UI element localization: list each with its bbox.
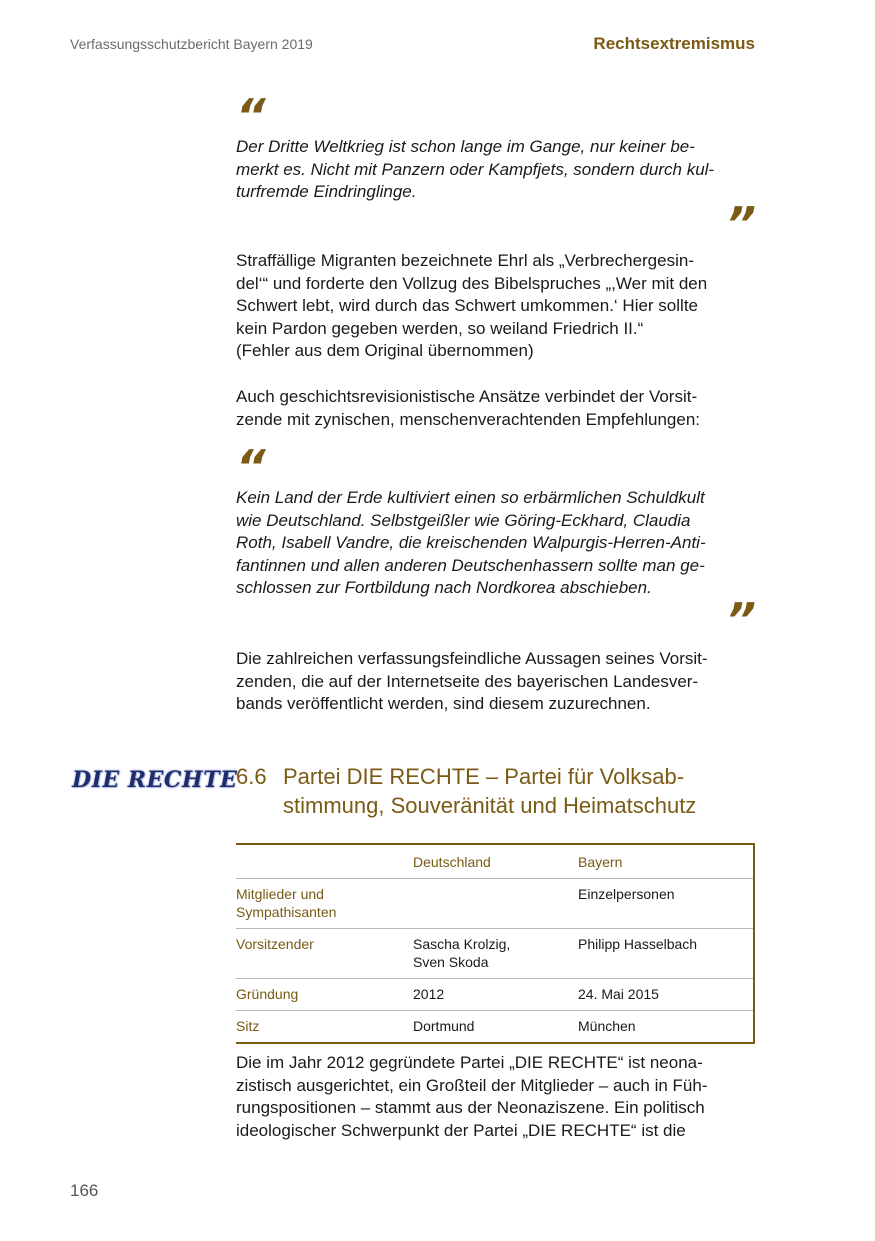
cell-bayern: Einzelpersonen — [578, 879, 754, 929]
quote-2-line: Roth, Isabell Vandre, die kreischenden Walpurgis-Herren-Anti- — [236, 533, 706, 552]
paragraph-4 — [236, 1052, 756, 1142]
quote-1-text — [236, 136, 756, 204]
die-rechte-logo: DIE RECHTE — [72, 767, 238, 793]
table-header-cell: Bayern — [578, 854, 623, 870]
cell-bayern: Philipp Hasselbach — [578, 929, 754, 979]
table-row — [236, 979, 754, 1011]
table-row — [236, 1011, 754, 1044]
row-label: Mitglieder und Sympathisanten — [236, 879, 413, 929]
quote-2-line: wie Deutschland. Selbstgeißler wie Göring-Eckhard, Claudia — [236, 510, 691, 530]
paragraph-line: zistisch ausgerichtet, ein Großteil der Mitglieder – auch in Füh- — [236, 1075, 708, 1095]
cell-deutschland: 2012 — [413, 979, 578, 1011]
row-label: Vorsitzender — [236, 929, 413, 979]
quote-close-icon: ” — [726, 592, 756, 647]
quote-1-line: merkt es. Nicht mit Panzern oder Kampfjets, sondern durch kul- — [236, 159, 715, 179]
paragraph-line: ideologischer Schwerpunkt der Partei „DIE RECHTE“ ist die — [236, 1120, 686, 1140]
paragraph-line: zenden, die auf der Internetseite des bayerischen Landesver- — [236, 671, 699, 691]
paragraph-1 — [236, 250, 756, 363]
quote-close-icon: ” — [726, 196, 756, 251]
paragraph-line: kein Pardon gegeben werden, so weiland Friedrich II.“ — [236, 318, 644, 338]
section-title-line-1: Partei DIE RECHTE – Partei für Volksab- — [283, 764, 685, 789]
party-facts-table — [236, 843, 755, 1044]
table-header-cell: Deutschland — [413, 854, 491, 870]
paragraph-line: del‘“ und forderte den Vollzug des Bibelspruches „,Wer mit den — [236, 273, 708, 293]
quote-open-icon: “ — [236, 440, 266, 494]
cell-bayern: München — [578, 1011, 754, 1044]
quote-2-line: Kein Land der Erde kultiviert einen so erbärmlichen Schuldkult — [236, 488, 705, 507]
quote-1-line: turfremde Eindringlinge. — [236, 182, 417, 201]
quote-1-line: Der Dritte Weltkrieg ist schon lange im Gange, nur keiner be- — [236, 137, 695, 156]
table-header-row — [236, 844, 754, 879]
quote-2-line: schlossen zur Fortbildung nach Nordkorea abschieben. — [236, 578, 652, 597]
quote-block-2 — [236, 440, 756, 647]
table-header-cell — [236, 844, 413, 879]
table-row — [236, 879, 754, 929]
paragraph-line: Schwert lebt, wird durch das Schwert umkommen.‘ Hier sollte — [236, 296, 698, 315]
cell-deutschland: Dortmund — [413, 1011, 578, 1044]
running-head-chapter: Rechtsextremismus — [593, 34, 755, 53]
quote-open-icon: “ — [236, 89, 266, 143]
section-heading — [236, 762, 776, 820]
paragraph-3 — [236, 648, 756, 716]
cell-deutschland: Sascha Krolzig, Sven Skoda — [413, 929, 578, 979]
section-number: 6.6 — [236, 764, 267, 789]
paragraph-line: zende mit zynischen, menschenverachtenden Empfehlungen: — [236, 409, 701, 429]
quote-2-line: fantinnen und allen anderen Deutschenhassern sollte man ge- — [236, 555, 705, 575]
paragraph-line: Die zahlreichen verfassungsfeindliche Aussagen seines Vorsit- — [236, 649, 708, 668]
table-row — [236, 929, 754, 979]
paragraph-line: Auch geschichtsrevisionistische Ansätze verbindet der Vorsit- — [236, 387, 698, 406]
row-label: Gründung — [236, 979, 413, 1011]
paragraph-line: (Fehler aus dem Original übernommen) — [236, 341, 534, 360]
quote-2-text — [236, 487, 756, 600]
section-title-line-2: stimmung, Souveränität und Heimatschutz — [283, 793, 697, 818]
paragraph-line: rungspositionen – stammt aus der Neonaziszene. Ein politisch — [236, 1098, 705, 1117]
paragraph-line: Straffällige Migranten bezeichnete Ehrl als „Verbrechergesin- — [236, 251, 694, 270]
cell-bayern: 24. Mai 2015 — [578, 979, 754, 1011]
cell-deutschland — [413, 879, 578, 929]
quote-block-1 — [236, 89, 756, 251]
running-head-title: Verfassungsschutzbericht Bayern 2019 — [70, 36, 313, 52]
paragraph-2 — [236, 386, 756, 431]
paragraph-line: Die im Jahr 2012 gegründete Partei „DIE RECHTE“ ist neona- — [236, 1053, 703, 1072]
row-label: Sitz — [236, 1011, 413, 1044]
paragraph-line: bands veröffentlicht werden, sind diesem zuzurechnen. — [236, 694, 651, 713]
page-number: 166 — [70, 1181, 99, 1200]
